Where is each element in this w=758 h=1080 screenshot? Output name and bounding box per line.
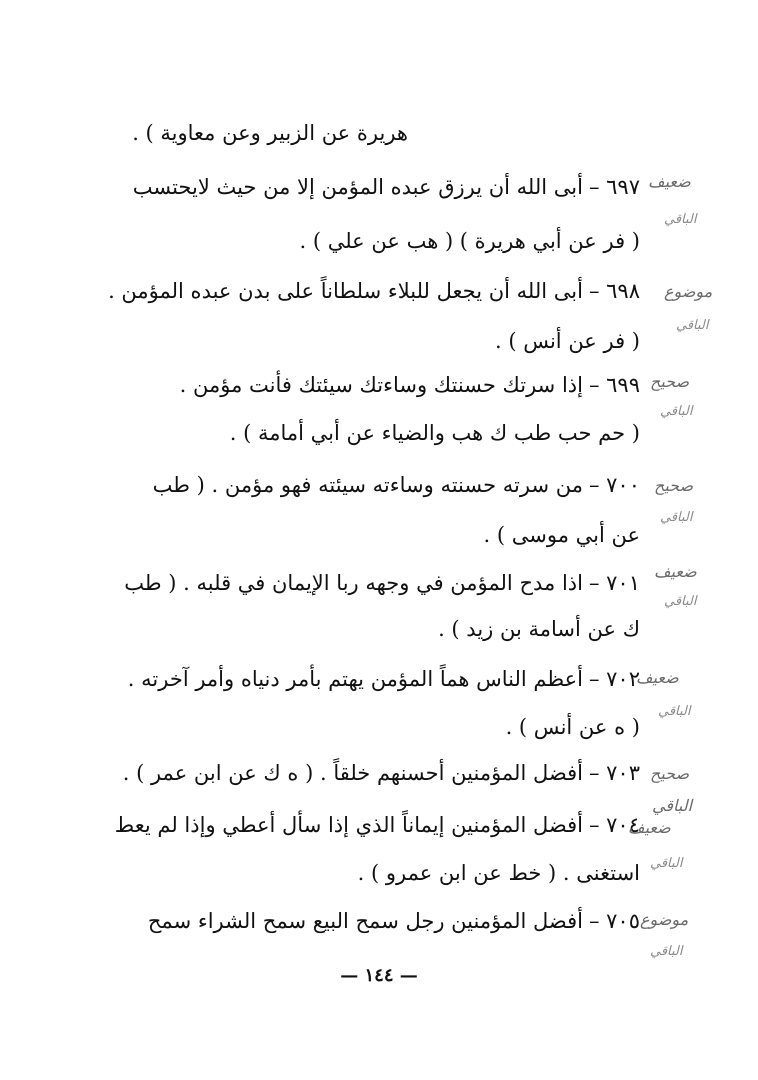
hadith-text: اذا مدح المؤمن في وجهه ربا الإيمان في قلبه . ( طب — [124, 571, 583, 595]
margin-note-reference: الباقي — [652, 796, 693, 815]
hadith-text: أعظم الناس هماً المؤمن يهتم بأمر دنياه وأمر آخرته . — [127, 667, 583, 691]
margin-note-grade: ضعيف — [636, 668, 679, 687]
hadith-701-line-1 — [124, 568, 640, 598]
margin-note-grade: ضعيف — [628, 818, 671, 837]
margin-note-grade: صحيح — [654, 476, 694, 495]
margin-note-grade: ضعيف — [654, 562, 697, 581]
text-line-continuation: هريرة عن الزبير وعن معاوية ) . — [132, 121, 408, 145]
hadith-number: ٧٠٢ – — [588, 667, 640, 691]
hadith-697-line-2: ( فر عن أبي هريرة ) ( هب عن علي ) . — [299, 229, 640, 253]
margin-note-grade: ضعيف — [648, 172, 691, 191]
hadith-number: ٧٠٤ – — [588, 813, 640, 837]
hadith-number: ٦٩٨ – — [588, 279, 640, 303]
margin-note-reference: الباقي — [664, 212, 697, 227]
margin-note-reference: الباقي — [658, 704, 691, 719]
margin-note-reference: الباقي — [650, 856, 683, 871]
hadith-700-line-1 — [153, 470, 640, 500]
hadith-text: أبى الله أن يرزق عبده المؤمن إلا من حيث لايحتسب — [132, 175, 583, 199]
hadith-text: أفضل المؤمنين رجل سمح البيع سمح الشراء سمح — [147, 909, 583, 933]
margin-note-reference: الباقي — [664, 594, 697, 609]
hadith-702-line-2: ( ه عن أنس ) . — [505, 715, 640, 739]
hadith-702-line-1 — [128, 664, 640, 694]
hadith-number: ٧٠٥ – — [588, 909, 640, 933]
margin-note-grade: موضوع — [664, 282, 713, 301]
hadith-698-line-1 — [108, 276, 640, 306]
margin-note-reference: الباقي — [650, 944, 683, 959]
hadith-697-line-1 — [133, 172, 640, 202]
hadith-number: ٦٩٩ – — [588, 373, 640, 397]
hadith-text: أفضل المؤمنين إيماناً الذي إذا سأل أعطي وإذا لم يعط — [114, 813, 583, 837]
margin-note-reference: الباقي — [660, 404, 693, 419]
hadith-700-line-2: عن أبي موسى ) . — [483, 523, 640, 547]
hadith-text: أبى الله أن يجعل للبلاء سلطاناً على بدن عبده المؤمن . — [108, 279, 583, 303]
hadith-number: ٧٠١ – — [588, 571, 640, 595]
hadith-text: إذا سرتك حسنتك وساءتك سيئتك فأنت مؤمن . — [179, 373, 583, 397]
margin-note-reference: الباقي — [676, 318, 709, 333]
hadith-699-line-1 — [180, 370, 640, 400]
hadith-698-line-2: ( فر عن أنس ) . — [494, 329, 640, 353]
hadith-703-line-1 — [123, 758, 640, 788]
margin-note-grade: موضوع — [640, 910, 689, 929]
hadith-number: ٧٠٣ – — [588, 761, 640, 785]
margin-note-reference: الباقي — [660, 510, 693, 525]
hadith-705-line-1 — [148, 906, 640, 936]
margin-note-grade: صحيح — [650, 764, 690, 783]
hadith-704-line-1 — [115, 810, 640, 840]
hadith-text: من سرته حسنته وساءته سيئته فهو مؤمن . ( طب — [152, 473, 583, 497]
hadith-704-line-2: استغنى . ( خط عن ابن عمرو ) . — [357, 861, 640, 885]
margin-note-grade: صحيح — [650, 372, 690, 391]
hadith-text: أفضل المؤمنين أحسنهم خلقاً . ( ه ك عن ابن عمر ) . — [122, 761, 583, 785]
hadith-701-line-2: ك عن أسامة بن زيد ) . — [438, 617, 640, 641]
hadith-number: ٧٠٠ – — [588, 473, 640, 497]
hadith-number: ٦٩٧ – — [588, 175, 640, 199]
hadith-699-line-2: ( حم حب طب ك هب والضياء عن أبي أمامة ) . — [229, 421, 640, 445]
page-number: — ١٤٤ — — [340, 965, 418, 986]
